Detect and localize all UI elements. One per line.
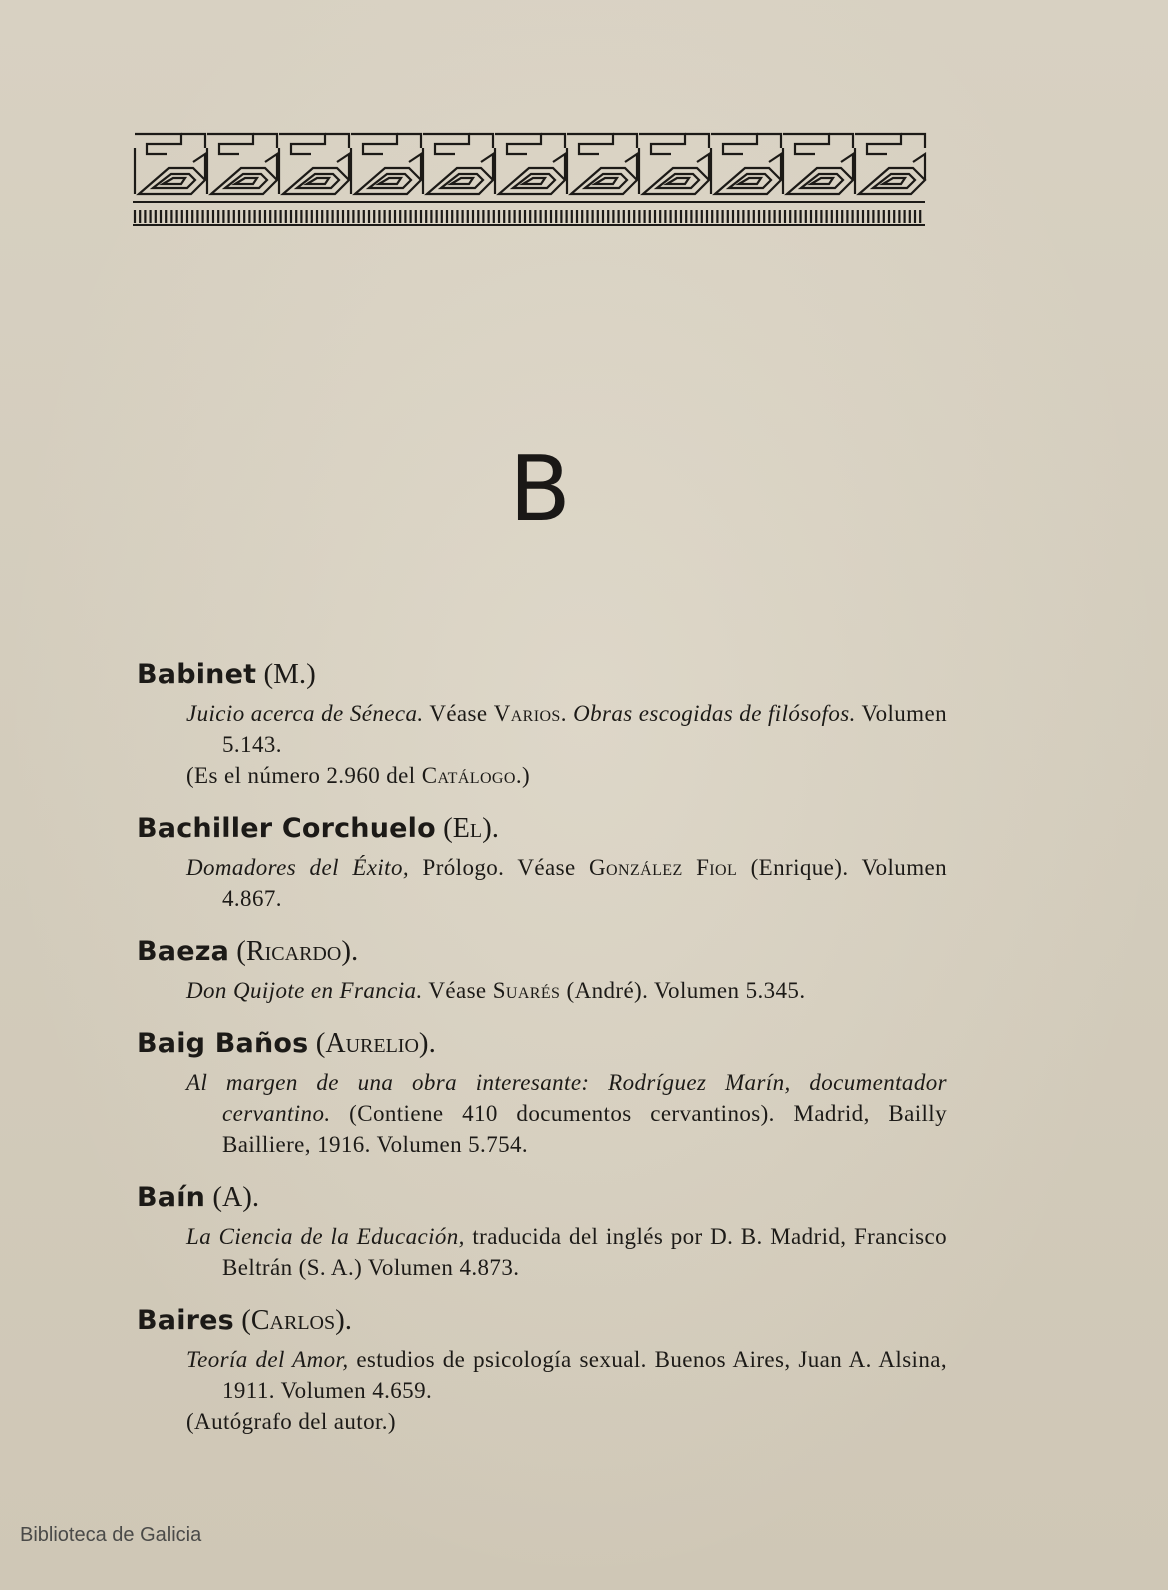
entry-bain [137, 1178, 947, 1283]
entry-heading [137, 1178, 947, 1217]
qualifier-close: ). [418, 1027, 436, 1059]
work-title: Domadores del Éxito, [186, 855, 410, 880]
entry-heading [137, 809, 947, 848]
entry-body [137, 698, 947, 760]
entry-text: estudios de psicología sexual. Buenos Aires, Juan A. Alsina, 1911. Volumen 4.659. [222, 1347, 947, 1403]
qualifier-open: ( [212, 1181, 222, 1213]
catalog-entries [137, 655, 947, 1455]
see-text: Véase [429, 701, 488, 726]
work-title: Don Quijote en Francia. [186, 978, 423, 1003]
entry-heading [137, 1024, 947, 1063]
entry-baig-banos [137, 1024, 947, 1160]
qualifier-open: ( [443, 812, 453, 844]
entry-text: (Contiene 410 documentos cervantinos). Madrid, Bailly Bailliere, 1916. Volumen 5.754. [222, 1101, 947, 1157]
see-reference: González Fiol [589, 855, 738, 880]
see-reference: Suarés [492, 978, 561, 1003]
qualifier-close: ). [242, 1181, 260, 1213]
entry-heading [137, 1301, 947, 1340]
entry-note: (Autógrafo del autor.) [186, 1409, 396, 1434]
entry-body [137, 1067, 947, 1160]
work-title: Juicio acerca de Séneca. [186, 701, 424, 726]
entry-author: Bachiller Corchuelo [137, 813, 436, 844]
volume-text: (André). Volumen 5.345. [566, 978, 806, 1003]
entry-qualifier: Aurelio [325, 1028, 419, 1059]
entry-bachiller-corchuelo [137, 809, 947, 914]
entry-text: traducida del inglés por D. B. Madrid, Francisco Beltrán (S. A.) Volumen 4.873. [222, 1224, 947, 1280]
entry-author: Baeza [137, 936, 230, 967]
volume-text: Volumen 5.143. [222, 701, 947, 757]
entry-author: Baig Baños [137, 1028, 309, 1059]
qualifier-close: ). [335, 1304, 353, 1336]
entry-qualifier: El [452, 813, 483, 844]
entry-babinet [137, 655, 947, 791]
entry-author: Baín [137, 1182, 206, 1213]
decorative-border-ornament [133, 128, 936, 233]
entry-body [137, 1344, 947, 1406]
qualifier-close: ). [341, 935, 359, 967]
entry-text: Prólogo. Véase [422, 855, 576, 880]
entry-body [137, 1221, 947, 1283]
entry-body [137, 975, 947, 1006]
entry-baeza [137, 932, 947, 1006]
entry-qualifier: Carlos [250, 1305, 336, 1336]
note-text: (Es el número 2.960 del [186, 763, 416, 788]
entry-qualifier: A [222, 1182, 243, 1213]
entry-heading [137, 655, 947, 694]
volume-text: (Enrique). Volumen 4.867. [222, 855, 947, 911]
entry-baires [137, 1301, 947, 1437]
note-close: .) [515, 763, 531, 788]
entry-text: Véase [428, 978, 487, 1003]
entry-author: Baires [137, 1305, 234, 1336]
qualifier-open: ( [315, 1027, 326, 1059]
entry-body [137, 852, 947, 914]
entry-note [137, 760, 947, 791]
qualifier-close: ). [482, 812, 500, 844]
reference-title: Obras escogidas de filósofos. [573, 701, 856, 726]
work-title: Teoría del Amor, [186, 1347, 349, 1372]
section-letter: B [509, 437, 571, 542]
work-title: La Ciencia de la Educación, [186, 1224, 465, 1249]
entry-qualifier: Ricardo [245, 936, 342, 967]
see-reference: Varios. [493, 701, 567, 726]
note-catalog: Catálogo [421, 763, 516, 788]
work-title: Al margen de una obra interesante: Rodríguez Marín, documentador cervantino. [186, 1070, 947, 1126]
entry-heading [137, 932, 947, 971]
qualifier-open: ( [236, 935, 246, 967]
entry-qualifier: (M.) [263, 658, 316, 690]
entry-author: Babinet [137, 659, 257, 690]
library-watermark: Biblioteca de Galicia [20, 1524, 202, 1546]
qualifier-open: ( [241, 1304, 251, 1336]
